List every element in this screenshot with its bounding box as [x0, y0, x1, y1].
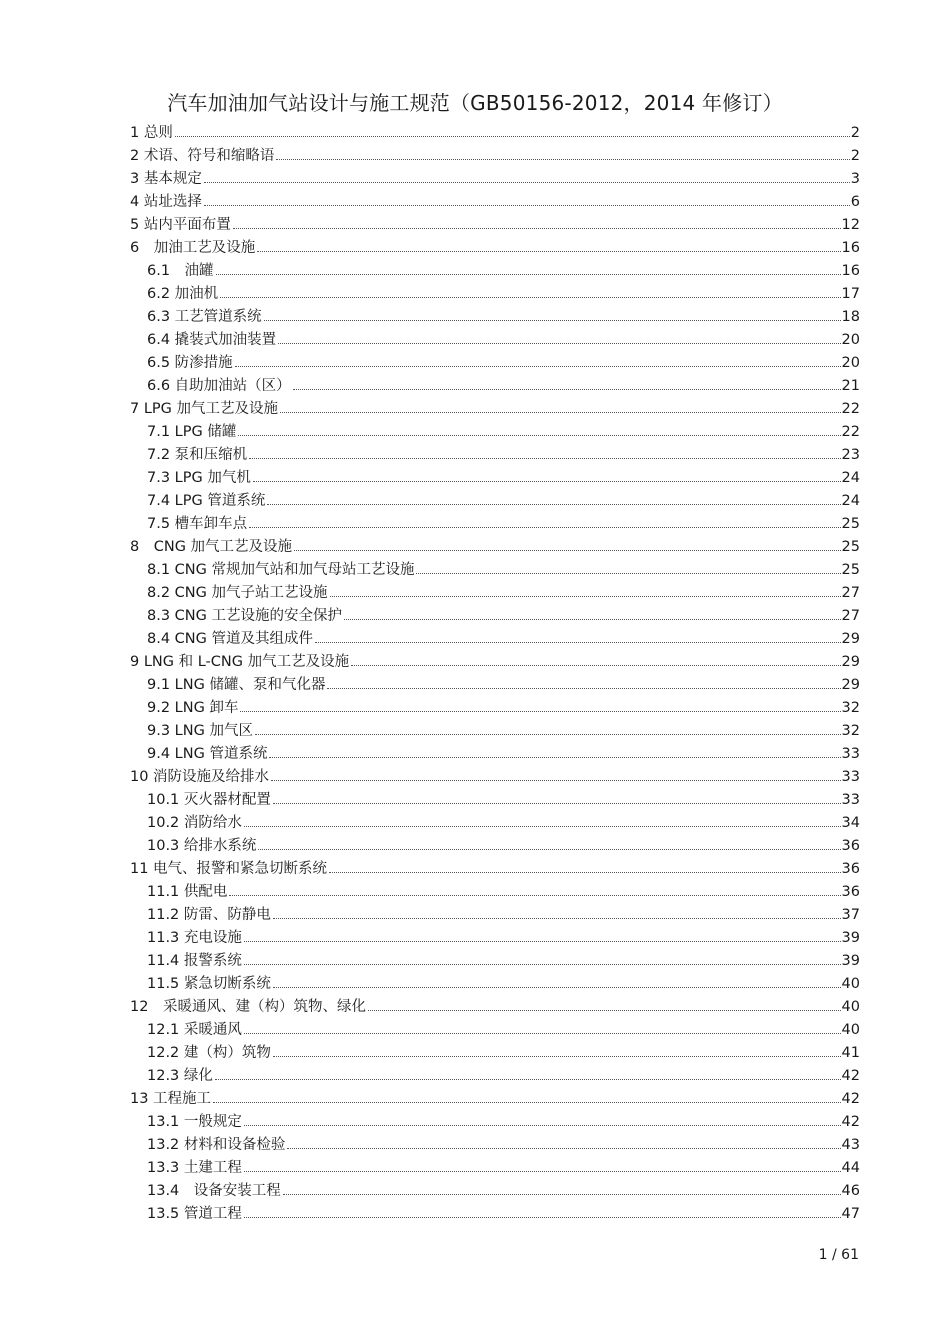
toc-entry-title: 13.5 管道工程	[147, 1206, 242, 1222]
toc-entry[interactable]	[130, 628, 860, 651]
toc-dot-leader	[244, 1125, 841, 1126]
toc-entry-title: 9 LNG 和 L-CNG 加气工艺及设施	[130, 654, 350, 670]
toc-dot-leader	[244, 1033, 841, 1034]
toc-entry-title: 9.3 LNG 加气区	[147, 723, 253, 739]
toc-dot-leader	[327, 688, 840, 689]
toc-entry-page-number: 21	[841, 378, 860, 394]
toc-entry-title: 3 基本规定	[130, 171, 202, 187]
toc-dot-leader	[213, 1102, 840, 1103]
toc-entry-page-number: 17	[841, 286, 860, 302]
toc-entry[interactable]	[130, 904, 860, 927]
page-number: 1 / 61	[818, 1247, 859, 1263]
toc-entry[interactable]	[130, 766, 860, 789]
toc-dot-leader	[244, 964, 841, 965]
toc-entry-title: 7.3 LPG 加气机	[147, 470, 251, 486]
toc-entry[interactable]	[130, 950, 860, 973]
toc-dot-leader	[273, 803, 841, 804]
toc-entry[interactable]	[130, 191, 860, 214]
toc-entry-page-number: 2	[850, 148, 860, 164]
toc-dot-leader	[244, 1171, 841, 1172]
toc-entry[interactable]	[130, 398, 860, 421]
toc-entry[interactable]	[130, 1157, 860, 1180]
toc-entry[interactable]	[130, 237, 860, 260]
toc-dot-leader	[204, 182, 850, 183]
toc-entry-page-number: 41	[841, 1045, 860, 1061]
toc-entry-title: 8.2 CNG 加气子站工艺设施	[147, 585, 328, 601]
toc-entry-title: 8.4 CNG 管道及其组成件	[147, 631, 313, 647]
toc-entry-page-number: 3	[850, 171, 860, 187]
toc-entry-title: 11.3 充电设施	[147, 930, 242, 946]
toc-entry-page-number: 18	[841, 309, 860, 325]
toc-entry-title: 9.4 LNG 管道系统	[147, 746, 268, 762]
toc-entry[interactable]	[130, 812, 860, 835]
toc-entry-title: 6.4 撬装式加油装置	[147, 332, 277, 348]
toc-entry[interactable]	[130, 720, 860, 743]
toc-entry[interactable]	[130, 697, 860, 720]
toc-dot-leader	[293, 389, 841, 390]
toc-dot-leader	[283, 1194, 841, 1195]
toc-entry-title: 12 采暖通风、建（构）筑物、绿化	[130, 999, 366, 1015]
toc-entry-title: 6.2 加油机	[147, 286, 219, 302]
toc-entry[interactable]	[130, 467, 860, 490]
toc-entry-page-number: 12	[841, 217, 860, 233]
toc-entry[interactable]	[130, 927, 860, 950]
toc-entry-title: 7 LPG 加气工艺及设施	[130, 401, 279, 417]
toc-entry[interactable]	[130, 214, 860, 237]
toc-entry[interactable]	[130, 789, 860, 812]
toc-entry-title: 13.1 一般规定	[147, 1114, 242, 1130]
toc-entry-page-number: 16	[841, 240, 860, 256]
toc-entry[interactable]	[130, 306, 860, 329]
toc-entry-title: 13.2 材料和设备检验	[147, 1137, 286, 1153]
toc-entry-page-number: 29	[841, 654, 860, 670]
toc-entry[interactable]	[130, 1111, 860, 1134]
toc-entry-page-number: 32	[841, 723, 860, 739]
toc-entry[interactable]	[130, 973, 860, 996]
toc-entry-title: 11.1 供配电	[147, 884, 228, 900]
toc-entry[interactable]	[130, 444, 860, 467]
toc-dot-leader	[287, 1148, 840, 1149]
toc-dot-leader	[240, 711, 840, 712]
toc-entry-title: 12.2 建（构）筑物	[147, 1045, 271, 1061]
toc-entry-page-number: 27	[841, 585, 860, 601]
toc-entry-page-number: 33	[841, 769, 860, 785]
toc-entry[interactable]	[130, 490, 860, 513]
toc-entry-title: 7.5 槽车卸车点	[147, 516, 248, 532]
toc-entry-page-number: 36	[841, 838, 860, 854]
toc-dot-leader	[249, 458, 840, 459]
toc-entry[interactable]	[130, 122, 860, 145]
toc-entry[interactable]	[130, 329, 860, 352]
toc-entry-page-number: 24	[841, 470, 860, 486]
toc-entry-page-number: 43	[841, 1137, 860, 1153]
toc-dot-leader	[229, 895, 840, 896]
toc-dot-leader	[269, 757, 840, 758]
toc-entry-page-number: 44	[841, 1160, 860, 1176]
toc-entry-page-number: 42	[841, 1091, 860, 1107]
toc-entry-page-number: 6	[850, 194, 860, 210]
table-of-contents	[130, 122, 860, 1226]
toc-dot-leader	[273, 918, 841, 919]
toc-entry[interactable]	[130, 513, 860, 536]
toc-entry-title: 11.5 紧急切断系统	[147, 976, 271, 992]
toc-entry[interactable]	[130, 375, 860, 398]
toc-entry[interactable]	[130, 283, 860, 306]
toc-dot-leader	[329, 872, 840, 873]
toc-entry-page-number: 22	[841, 401, 860, 417]
toc-entry-page-number: 24	[841, 493, 860, 509]
toc-entry[interactable]	[130, 582, 860, 605]
toc-entry-page-number: 20	[841, 355, 860, 371]
toc-entry-title: 1 总则	[130, 125, 173, 141]
toc-entry-page-number: 39	[841, 953, 860, 969]
toc-entry-title: 5 站内平面布置	[130, 217, 231, 233]
toc-dot-leader	[258, 849, 840, 850]
toc-entry[interactable]	[130, 743, 860, 766]
toc-dot-leader	[273, 987, 841, 988]
toc-entry[interactable]	[130, 1042, 860, 1065]
toc-entry-title: 7.1 LPG 储罐	[147, 424, 237, 440]
toc-dot-leader	[278, 343, 840, 344]
toc-entry[interactable]	[130, 260, 860, 283]
toc-dot-leader	[368, 1010, 841, 1011]
toc-entry-title: 8.3 CNG 工艺设施的安全保护	[147, 608, 342, 624]
toc-entry-page-number: 40	[841, 999, 860, 1015]
toc-dot-leader	[416, 573, 840, 574]
toc-entry-title: 7.4 LPG 管道系统	[147, 493, 266, 509]
toc-entry-title: 9.2 LNG 卸车	[147, 700, 239, 716]
toc-entry-page-number: 39	[841, 930, 860, 946]
toc-entry-page-number: 27	[841, 608, 860, 624]
toc-entry-title: 12.1 采暖通风	[147, 1022, 242, 1038]
toc-entry[interactable]	[130, 1134, 860, 1157]
toc-entry[interactable]	[130, 168, 860, 191]
toc-dot-leader	[294, 550, 841, 551]
toc-dot-leader	[244, 1217, 841, 1218]
toc-dot-leader	[204, 205, 850, 206]
toc-entry[interactable]	[130, 858, 860, 881]
toc-entry-page-number: 25	[841, 539, 860, 555]
toc-entry-page-number: 36	[841, 884, 860, 900]
toc-dot-leader	[280, 412, 841, 413]
toc-entry-title: 6.3 工艺管道系统	[147, 309, 262, 325]
toc-entry-page-number: 42	[841, 1114, 860, 1130]
toc-entry[interactable]	[130, 881, 860, 904]
toc-entry-page-number: 42	[841, 1068, 860, 1084]
toc-entry-title: 11.2 防雷、防静电	[147, 907, 271, 923]
toc-dot-leader	[235, 366, 841, 367]
toc-dot-leader	[249, 527, 840, 528]
toc-dot-leader	[344, 619, 841, 620]
toc-dot-leader	[315, 642, 841, 643]
toc-dot-leader	[215, 1079, 841, 1080]
toc-entry-title: 8 CNG 加气工艺及设施	[130, 539, 293, 555]
toc-entry-title: 6.5 防渗措施	[147, 355, 233, 371]
toc-entry-title: 10.2 消防给水	[147, 815, 242, 831]
toc-entry[interactable]	[130, 835, 860, 858]
toc-entry[interactable]	[130, 352, 860, 375]
toc-entry-title: 10.3 给排水系统	[147, 838, 257, 854]
toc-entry-page-number: 37	[841, 907, 860, 923]
toc-entry[interactable]	[130, 605, 860, 628]
toc-dot-leader	[220, 297, 840, 298]
toc-entry-title: 10 消防设施及给排水	[130, 769, 270, 785]
toc-entry[interactable]	[130, 145, 860, 168]
toc-entry-page-number: 34	[841, 815, 860, 831]
toc-dot-leader	[244, 826, 841, 827]
toc-entry-title: 6.6 自助加油站（区）	[147, 378, 291, 394]
toc-entry[interactable]	[130, 536, 860, 559]
toc-entry-title: 10.1 灭火器材配置	[147, 792, 271, 808]
toc-dot-leader	[276, 159, 849, 160]
toc-entry-title: 6.1 油罐	[147, 263, 214, 279]
document-title: 汽车加油加气站设计与施工规范（GB50156-2012，2014 年修订）	[167, 91, 783, 115]
toc-entry-page-number: 25	[841, 516, 860, 532]
toc-entry-page-number: 36	[841, 861, 860, 877]
toc-entry[interactable]	[130, 1065, 860, 1088]
toc-entry-page-number: 29	[841, 677, 860, 693]
toc-entry-title: 7.2 泵和压缩机	[147, 447, 248, 463]
toc-entry-page-number: 16	[841, 263, 860, 279]
toc-dot-leader	[244, 941, 841, 942]
toc-entry-title: 13 工程施工	[130, 1091, 212, 1107]
toc-dot-leader	[271, 780, 840, 781]
toc-entry-title: 11.4 报警系统	[147, 953, 242, 969]
toc-entry-title: 8.1 CNG 常规加气站和加气母站工艺设施	[147, 562, 415, 578]
toc-entry[interactable]	[130, 1203, 860, 1226]
toc-entry-page-number: 33	[841, 792, 860, 808]
toc-dot-leader	[238, 435, 840, 436]
toc-entry-title: 13.4 设备安装工程	[147, 1183, 281, 1199]
toc-entry-page-number: 23	[841, 447, 860, 463]
toc-entry[interactable]	[130, 421, 860, 444]
toc-entry-title: 6 加油工艺及设施	[130, 240, 256, 256]
toc-entry-page-number: 20	[841, 332, 860, 348]
toc-dot-leader	[255, 734, 841, 735]
toc-dot-leader	[351, 665, 840, 666]
toc-dot-leader	[233, 228, 841, 229]
toc-entry-title: 12.3 绿化	[147, 1068, 213, 1084]
toc-entry-page-number: 22	[841, 424, 860, 440]
toc-entry-page-number: 47	[841, 1206, 860, 1222]
toc-entry[interactable]	[130, 651, 860, 674]
toc-dot-leader	[264, 320, 841, 321]
toc-dot-leader	[267, 504, 840, 505]
toc-entry-title: 9.1 LNG 储罐、泵和气化器	[147, 677, 326, 693]
toc-dot-leader	[216, 274, 841, 275]
toc-dot-leader	[273, 1056, 841, 1057]
toc-entry-page-number: 40	[841, 976, 860, 992]
toc-entry-title: 11 电气、报警和紧急切断系统	[130, 861, 328, 877]
toc-entry-page-number: 25	[841, 562, 860, 578]
toc-entry-page-number: 33	[841, 746, 860, 762]
toc-dot-leader	[253, 481, 841, 482]
toc-entry-page-number: 46	[841, 1183, 860, 1199]
toc-entry-page-number: 29	[841, 631, 860, 647]
toc-dot-leader	[257, 251, 840, 252]
toc-entry[interactable]	[130, 559, 860, 582]
toc-entry[interactable]	[130, 1180, 860, 1203]
toc-entry[interactable]	[130, 996, 860, 1019]
toc-dot-leader	[330, 596, 841, 597]
toc-entry[interactable]	[130, 1088, 860, 1111]
toc-entry[interactable]	[130, 674, 860, 697]
toc-dot-leader	[175, 136, 850, 137]
toc-entry-page-number: 40	[841, 1022, 860, 1038]
toc-entry-title: 4 站址选择	[130, 194, 202, 210]
toc-entry-page-number: 2	[850, 125, 860, 141]
toc-entry[interactable]	[130, 1019, 860, 1042]
toc-entry-page-number: 32	[841, 700, 860, 716]
toc-entry-title: 13.3 土建工程	[147, 1160, 242, 1176]
toc-entry-title: 2 术语、符号和缩略语	[130, 148, 275, 164]
